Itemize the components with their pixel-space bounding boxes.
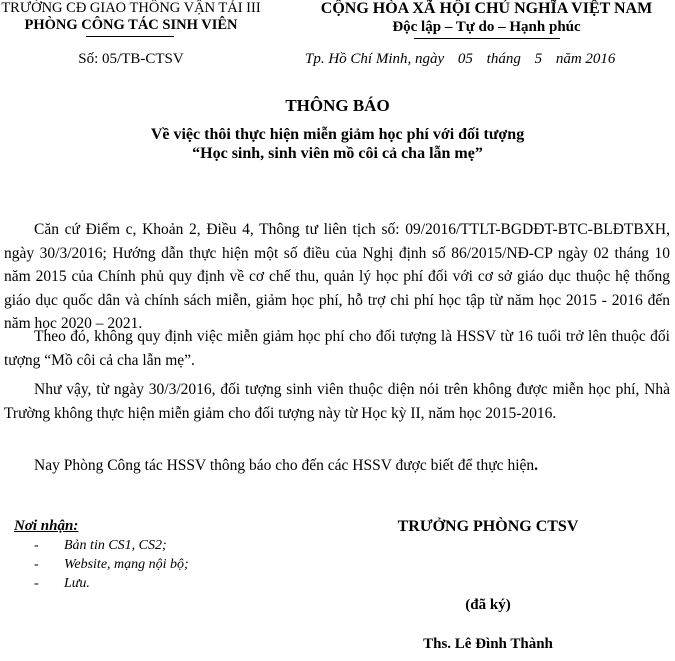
recipient-item bbox=[34, 536, 167, 555]
national-title: CỘNG HÒA XÃ HỘI CHỦ NGHĨA VIỆT NAM bbox=[320, 0, 653, 17]
recipients-heading: Nơi nhận: bbox=[14, 518, 79, 534]
subject-line-1: Về việc thôi thực hiện miễn giảm học phí với đối tượng bbox=[150, 126, 525, 143]
date-month-label: tháng bbox=[486, 51, 521, 67]
signed-note: (đã ký) bbox=[465, 597, 511, 613]
paragraph-4-period: . bbox=[534, 457, 538, 474]
list-dash: - bbox=[34, 557, 39, 572]
signer-title: TRƯỞNG PHÒNG CTSV bbox=[397, 518, 579, 535]
recipient-label: Website, mạng nội bộ; bbox=[64, 557, 189, 572]
subject-line-2: “Học sinh, sinh viên mồ côi cả cha lẫn mẹ” bbox=[192, 145, 483, 162]
motto-underline bbox=[414, 38, 560, 39]
issuing-organization-unit: PHÒNG CÔNG TÁC SINH VIÊN bbox=[24, 17, 238, 33]
body-paragraph-4 bbox=[4, 454, 670, 478]
recipient-item bbox=[34, 574, 90, 593]
date-day: 05 bbox=[457, 51, 473, 67]
date-year: năm 2016 bbox=[555, 51, 616, 67]
recipient-label: Lưu. bbox=[64, 576, 90, 591]
date-month: 5 bbox=[534, 51, 543, 67]
issue-date bbox=[305, 50, 615, 68]
signer-name: Ths. Lê Đình Thành bbox=[423, 636, 553, 652]
document-type-heading: THÔNG BÁO bbox=[285, 96, 390, 115]
document-number: Số: 05/TB-CTSV bbox=[78, 51, 184, 67]
body-paragraph-1: Căn cứ Điểm c, Khoản 2, Điều 4, Thông tư liên tịch số: 09/2016/TTLT-BGDĐT-BTC-BLĐTBXH, ngày 30/3/2016; Hướng dẫn thực hiện một số điều của Nghị định số 86/2015/NĐ-CP ngày 02 tháng 10 năm 2015 của Chính phủ quy định về cơ chế thu, quản lý học phí đối với cơ sở giáo dục thuộc hệ thống giáo dục quốc dân và chính sách miễn, giảm học phí, hỗ trợ chi phí học tập từ năm học 2015 - 2016 đến năm học 2020 – 2021. bbox=[4, 221, 670, 332]
recipient-label: Bản tin CS1, CS2; bbox=[64, 538, 167, 553]
date-place-prefix: Tp. Hồ Chí Minh, ngày bbox=[305, 51, 445, 67]
list-dash: - bbox=[34, 538, 39, 553]
list-dash: - bbox=[34, 576, 39, 591]
body-paragraph-2: Theo đó, không quy định việc miễn giảm học phí cho đối tượng là HSSV từ 16 tuổi trở lên thuộc đối tượng “Mồ côi cả cha lẫn mẹ”. bbox=[4, 328, 670, 369]
national-motto: Độc lập – Tự do – Hạnh phúc bbox=[392, 19, 581, 35]
recipient-item bbox=[34, 555, 189, 574]
organization-underline bbox=[86, 36, 174, 37]
paragraph-4-text: Nay Phòng Công tác HSSV thông báo cho đến các HSSV được biết để thực hiện bbox=[34, 457, 535, 474]
issuing-organization-parent: TRƯỜNG CĐ GIAO THÔNG VẬN TẢI III bbox=[1, 0, 261, 16]
document-subject bbox=[0, 125, 675, 163]
body-paragraph-3: Như vậy, từ ngày 30/3/2016, đối tượng sinh viên thuộc diện nói trên không được miễn học phí, Nhà Trường không thực hiện miễn giảm cho đối tượng này từ Học kỳ II, năm học 2015-2016. bbox=[4, 381, 670, 422]
